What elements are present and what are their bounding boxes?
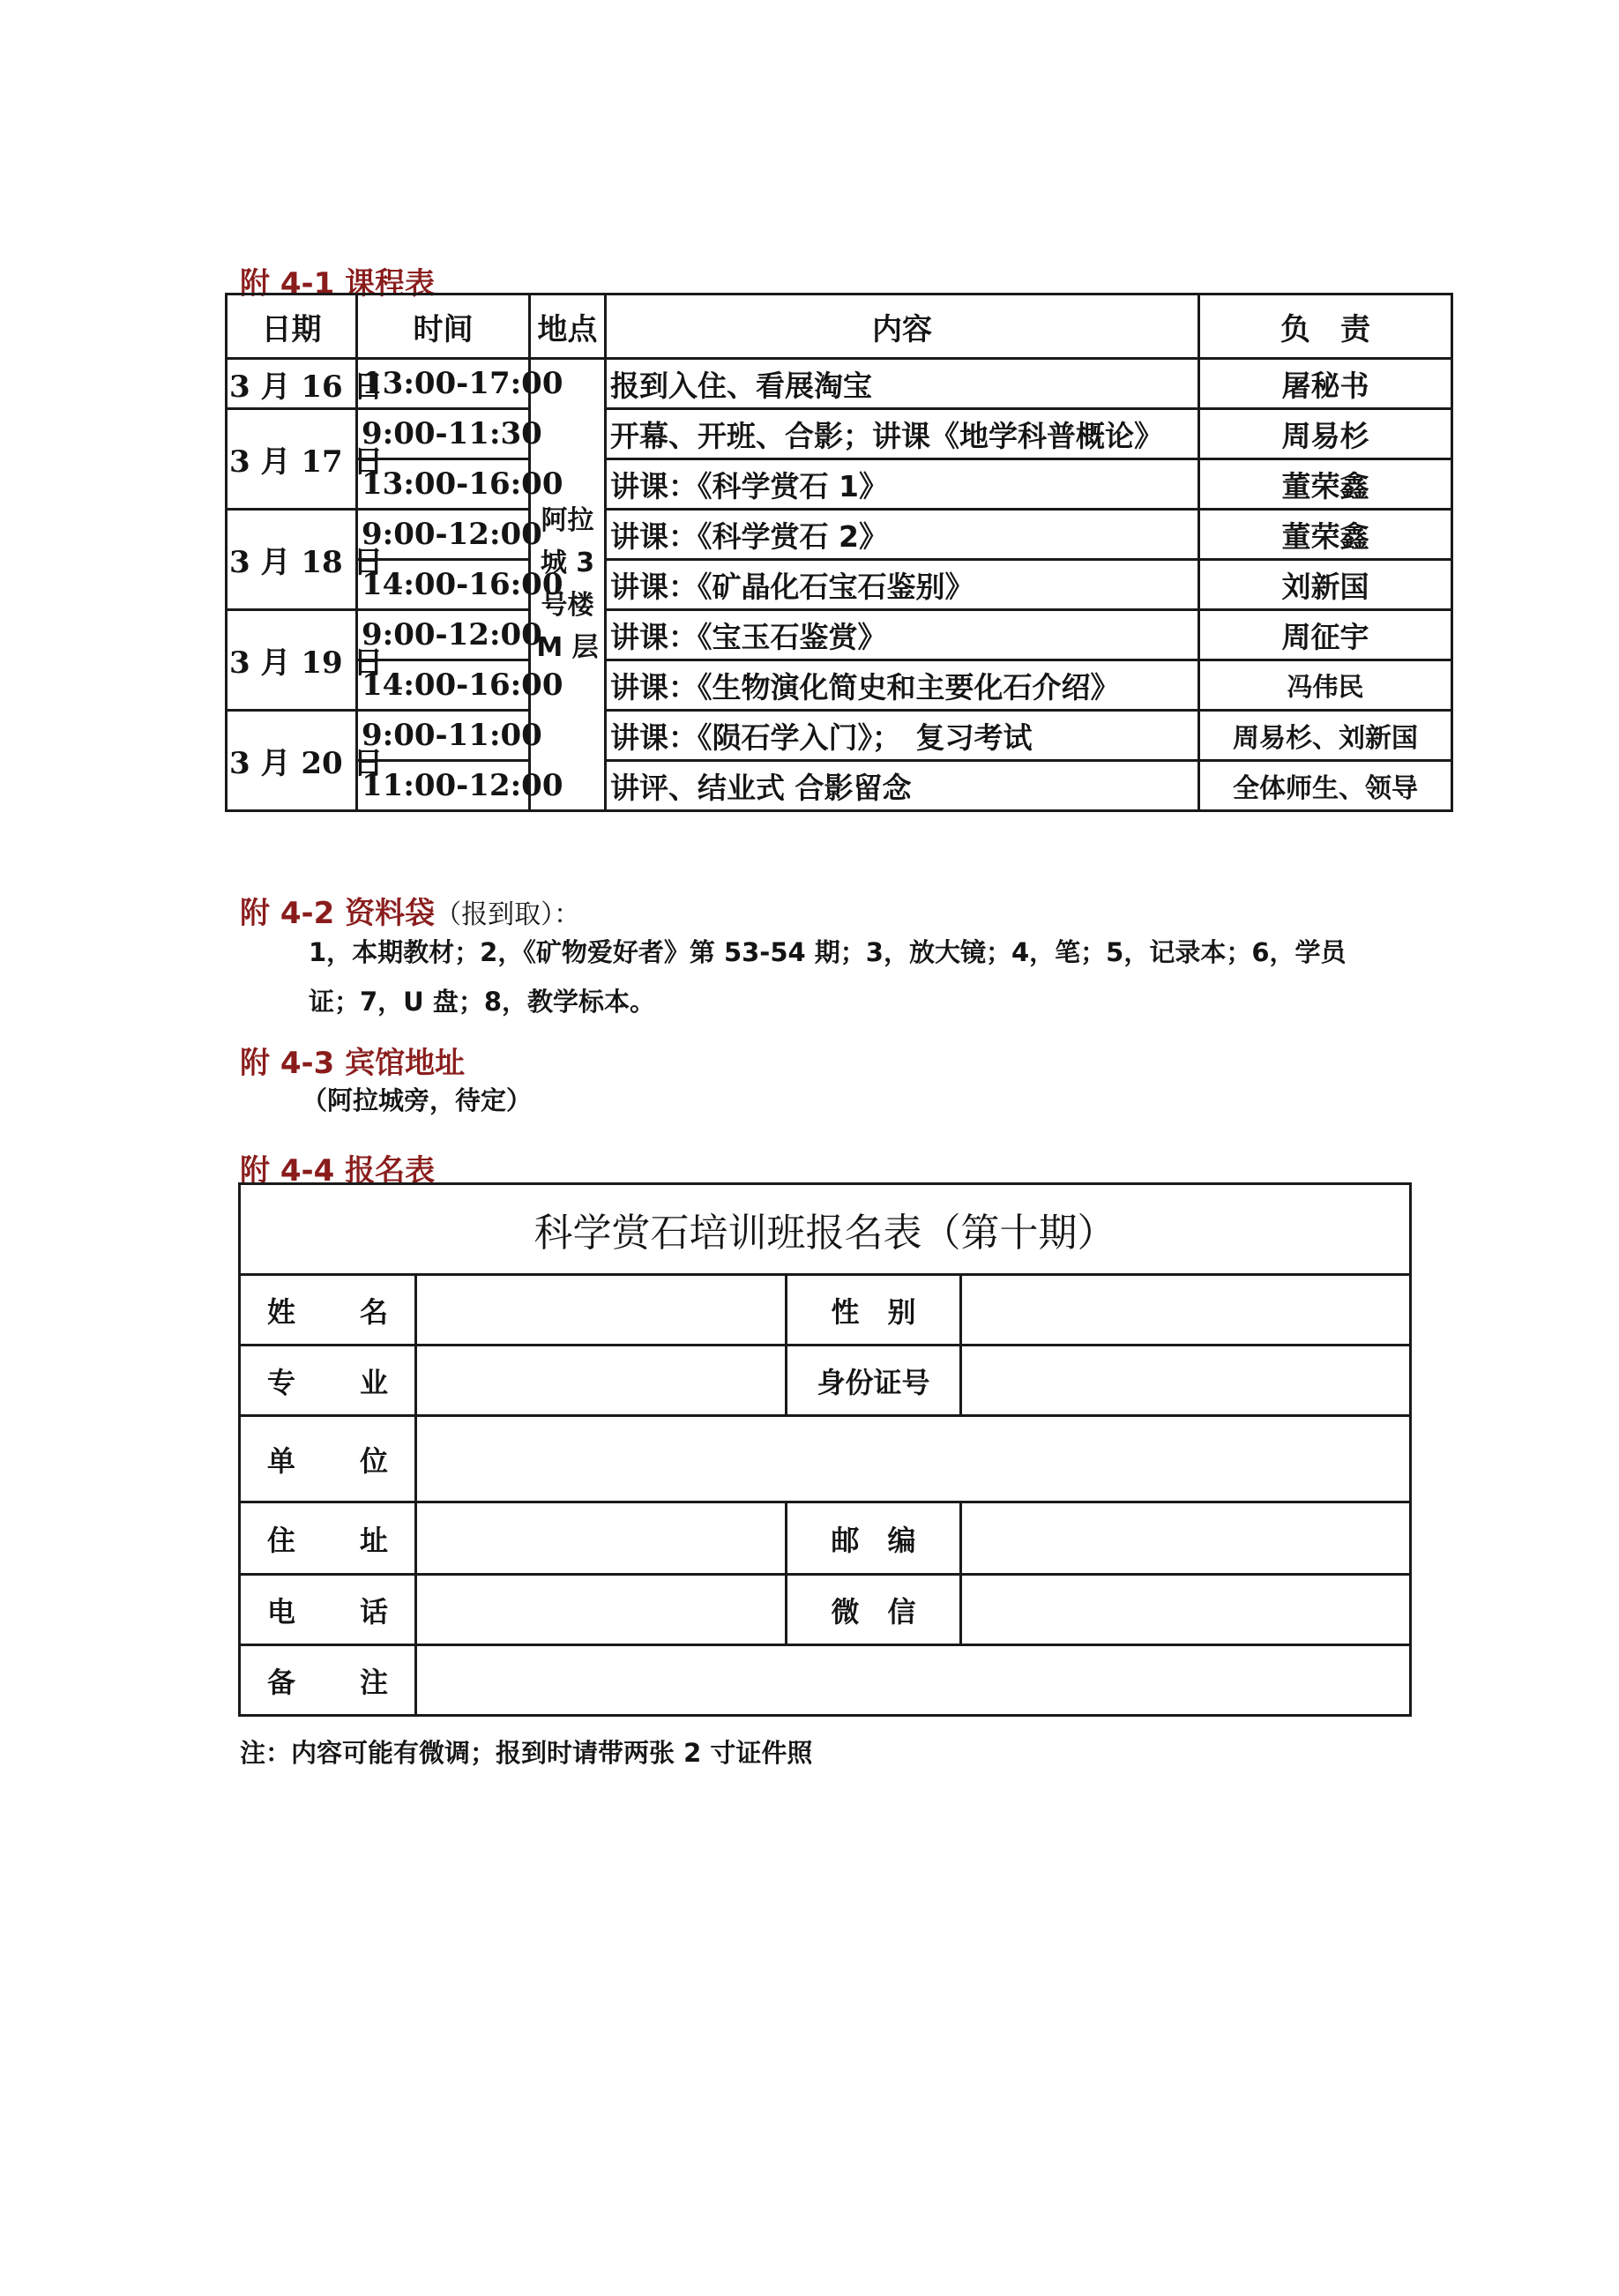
materials-note: （报到取）： [435,899,581,930]
table-row [227,660,1452,711]
time-cell: 13:00-16:00 [357,459,530,510]
content-cell: 讲课：《宝玉石鉴赏》 [606,610,1199,660]
table-row [227,409,1452,459]
person-cell: 全体师生、领导 [1199,761,1452,811]
unit-label: 单位 [240,1416,416,1502]
table-row [227,711,1452,761]
postcode-label: 邮 编 [787,1502,961,1575]
name-field[interactable] [416,1275,787,1346]
name-label: 姓名 [240,1275,416,1346]
phone-field[interactable] [416,1575,787,1645]
footnote: 注：内容可能有微调；报到时请带两张 2 寸证件照 [240,1738,813,1768]
section-title-registration: 附 4-4 报名表 [240,1153,436,1189]
phone-label: 电话 [240,1575,416,1645]
wechat-field[interactable] [961,1575,1411,1645]
header-location: 地点 [530,294,606,359]
person-cell: 周易杉、刘新国 [1199,711,1452,761]
major-field[interactable] [416,1346,787,1416]
header-content: 内容 [606,294,1199,359]
wechat-label: 微 信 [787,1575,961,1645]
hotel-address: （阿拉城旁，待定） [302,1085,533,1115]
person-cell: 董荣鑫 [1199,510,1452,560]
section-title-schedule: 附 4-1 课程表 [240,266,436,302]
header-time: 时间 [357,294,530,359]
time-cell: 13:00-17:00 [357,359,530,409]
date-cell: 3 月 17 日 [227,409,357,510]
time-cell: 9:00-11:00 [357,711,530,761]
person-cell: 屠秘书 [1199,359,1452,409]
registration-form [238,1182,1412,1717]
id-number-field[interactable] [961,1346,1411,1416]
date-cell: 3 月 20 日 [227,711,357,811]
major-label: 专业 [240,1346,416,1416]
person-cell: 董荣鑫 [1199,459,1452,510]
header-date: 日期 [227,294,357,359]
gender-label: 性 别 [787,1275,961,1346]
date-cell: 3 月 16 日 [227,359,357,409]
remarks-field[interactable] [416,1645,1411,1716]
person-cell: 周易杉 [1199,409,1452,459]
content-cell: 讲课：《矿晶化石宝石鉴别》 [606,560,1199,610]
table-row [227,510,1452,560]
content-cell: 报到入住、看展淘宝 [606,359,1199,409]
table-row [227,359,1452,409]
unit-field[interactable] [416,1416,1411,1502]
date-cell: 3 月 18 日 [227,510,357,610]
schedule-header-row [227,294,1452,359]
remarks-label: 备注 [240,1645,416,1716]
date-cell: 3 月 19 日 [227,610,357,711]
location-cell: 阿拉城 3 号楼 M 层 [530,359,606,811]
section-title-hotel: 附 4-3 宾馆地址 [240,1046,466,1081]
address-field[interactable] [416,1502,787,1575]
person-cell: 刘新国 [1199,560,1452,610]
content-cell: 讲课：《科学赏石 1》 [606,459,1199,510]
content-cell: 讲课：《生物演化简史和主要化石介绍》 [606,660,1199,711]
time-cell: 9:00-12:00 [357,610,530,660]
materials-list: 1，本期教材；2，《矿物爱好者》第 53-54 期；3，放大镜；4，笔；5，记录本；6，学员证；7，U 盘；8，教学标本。 [309,937,1347,1017]
gender-field[interactable] [961,1275,1411,1346]
header-person: 负 责 [1199,294,1452,359]
time-cell: 9:00-11:30 [357,409,530,459]
address-label: 住址 [240,1502,416,1575]
person-cell: 冯伟民 [1199,660,1452,711]
time-cell: 14:00-16:00 [357,660,530,711]
id-number-label: 身份证号 [787,1346,961,1416]
schedule-table [225,293,1453,812]
time-cell: 14:00-16:00 [357,560,530,610]
table-row [227,761,1452,811]
content-cell: 开幕、开班、合影；讲课《地学科普概论》 [606,409,1199,459]
time-cell: 9:00-12:00 [357,510,530,560]
form-title: 科学赏石培训班报名表（第十期） [240,1184,1411,1275]
table-row [227,560,1452,610]
content-cell: 讲课：《陨石学入门》； 复习考试 [606,711,1199,761]
table-row [227,610,1452,660]
materials-title: 附 4-2 资料袋 [240,896,436,931]
time-cell: 11:00-12:00 [357,761,530,811]
postcode-field[interactable] [961,1502,1411,1575]
content-cell: 讲评、结业式 合影留念 [606,761,1199,811]
person-cell: 周征宇 [1199,610,1452,660]
content-cell: 讲课：《科学赏石 2》 [606,510,1199,560]
table-row [227,459,1452,510]
